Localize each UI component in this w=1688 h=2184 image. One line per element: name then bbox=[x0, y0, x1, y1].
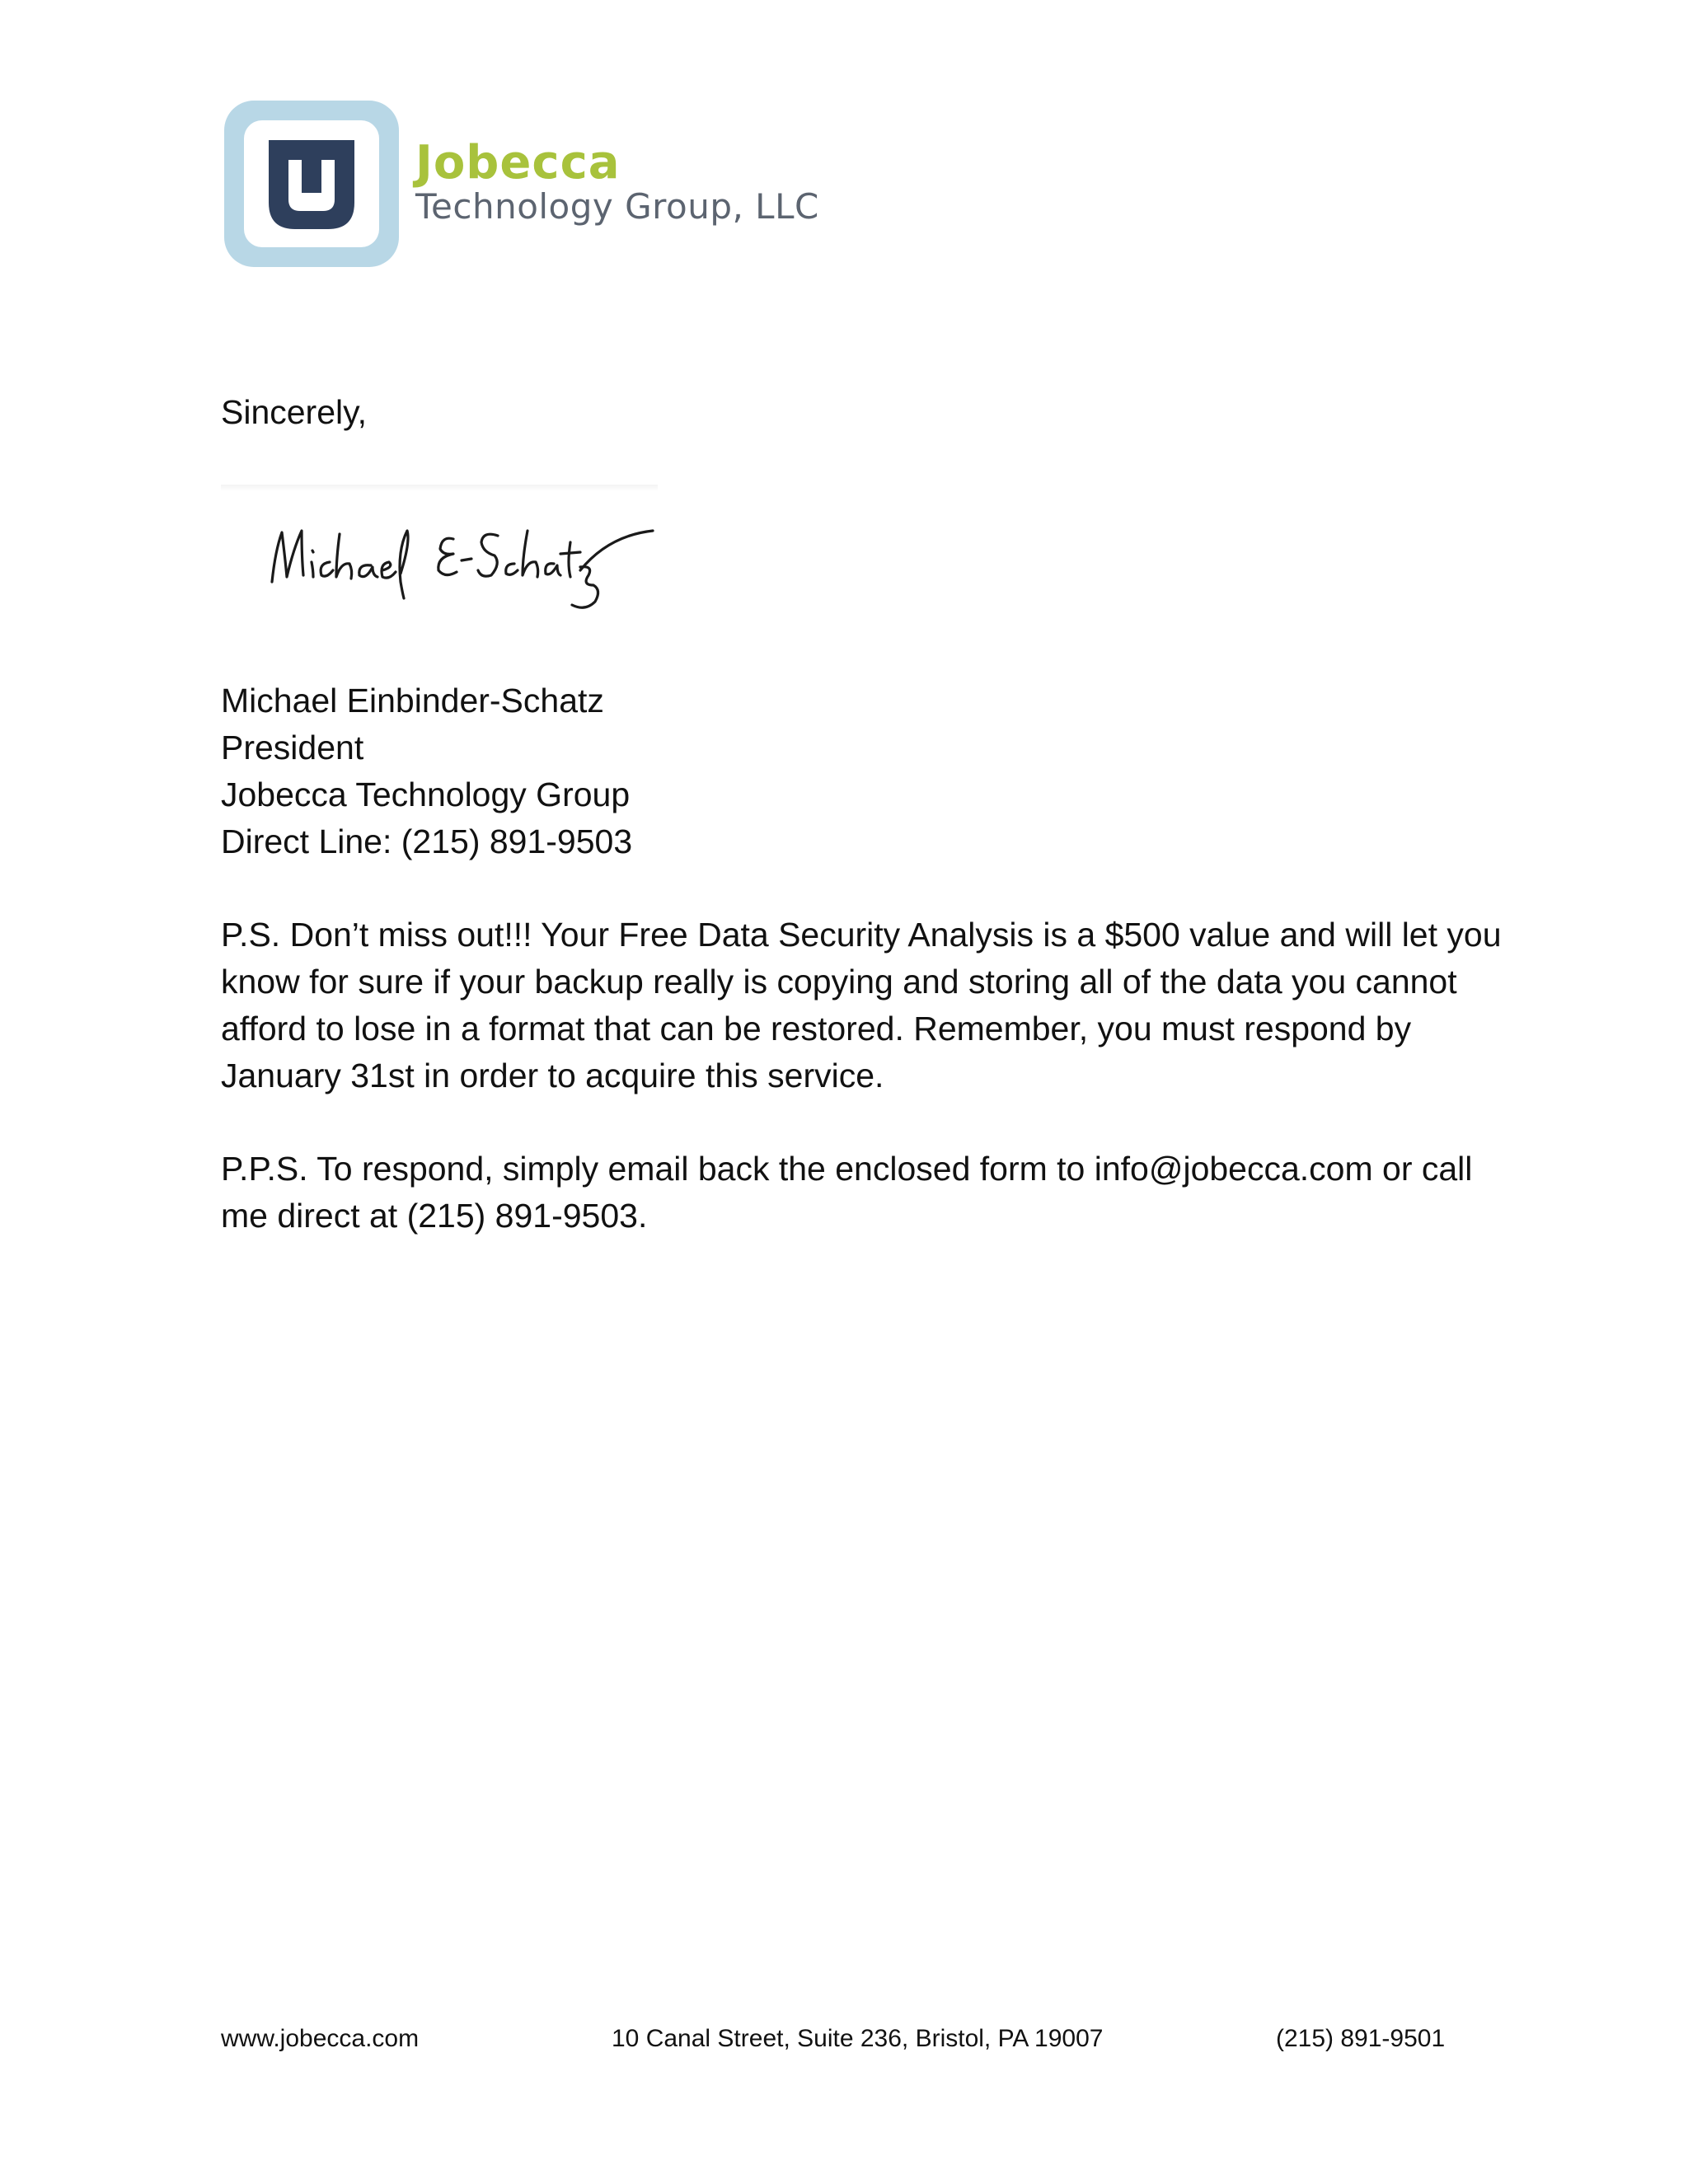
logo-company-name: Jobecca bbox=[415, 136, 621, 190]
postscript-paragraph: P.S. Don’t miss out!!! Your Free Data Security Analysis is a $500 value and will let you know for sure if your backup really is copying and storing all of the data you cannot afford to lose in a format that can be restored. Remember, you must respond by January 31st in order to acquire this service. bbox=[221, 916, 1502, 1094]
jobecca-j-mark-icon bbox=[221, 97, 402, 270]
signer-company: Jobecca Technology Group bbox=[221, 776, 631, 813]
footer-phone: (215) 891-9501 bbox=[1276, 2025, 1446, 2052]
letter-closing: Sincerely, bbox=[221, 393, 367, 431]
footer-website: www.jobecca.com bbox=[221, 2025, 420, 2052]
logo-company-subtitle: Technology Group, LLC bbox=[415, 186, 819, 227]
post-postscript-paragraph: P.P.S. To respond, simply email back the enclosed form to info@jobecca.com or call me direct at (215) 891-9503. bbox=[221, 1150, 1473, 1235]
footer-address: 10 Canal Street, Suite 236, Bristol, PA 19007 bbox=[612, 2025, 1104, 2052]
signer-title: President bbox=[221, 729, 364, 766]
company-logo bbox=[221, 97, 847, 270]
signer-name: Michael Einbinder-Schatz bbox=[221, 682, 604, 719]
handwritten-signature bbox=[221, 485, 658, 625]
signer-info bbox=[221, 677, 1507, 865]
signer-direct-line: Direct Line: (215) 891-9503 bbox=[221, 823, 633, 860]
logo-wordmark bbox=[415, 138, 819, 226]
signature-icon bbox=[221, 485, 658, 625]
